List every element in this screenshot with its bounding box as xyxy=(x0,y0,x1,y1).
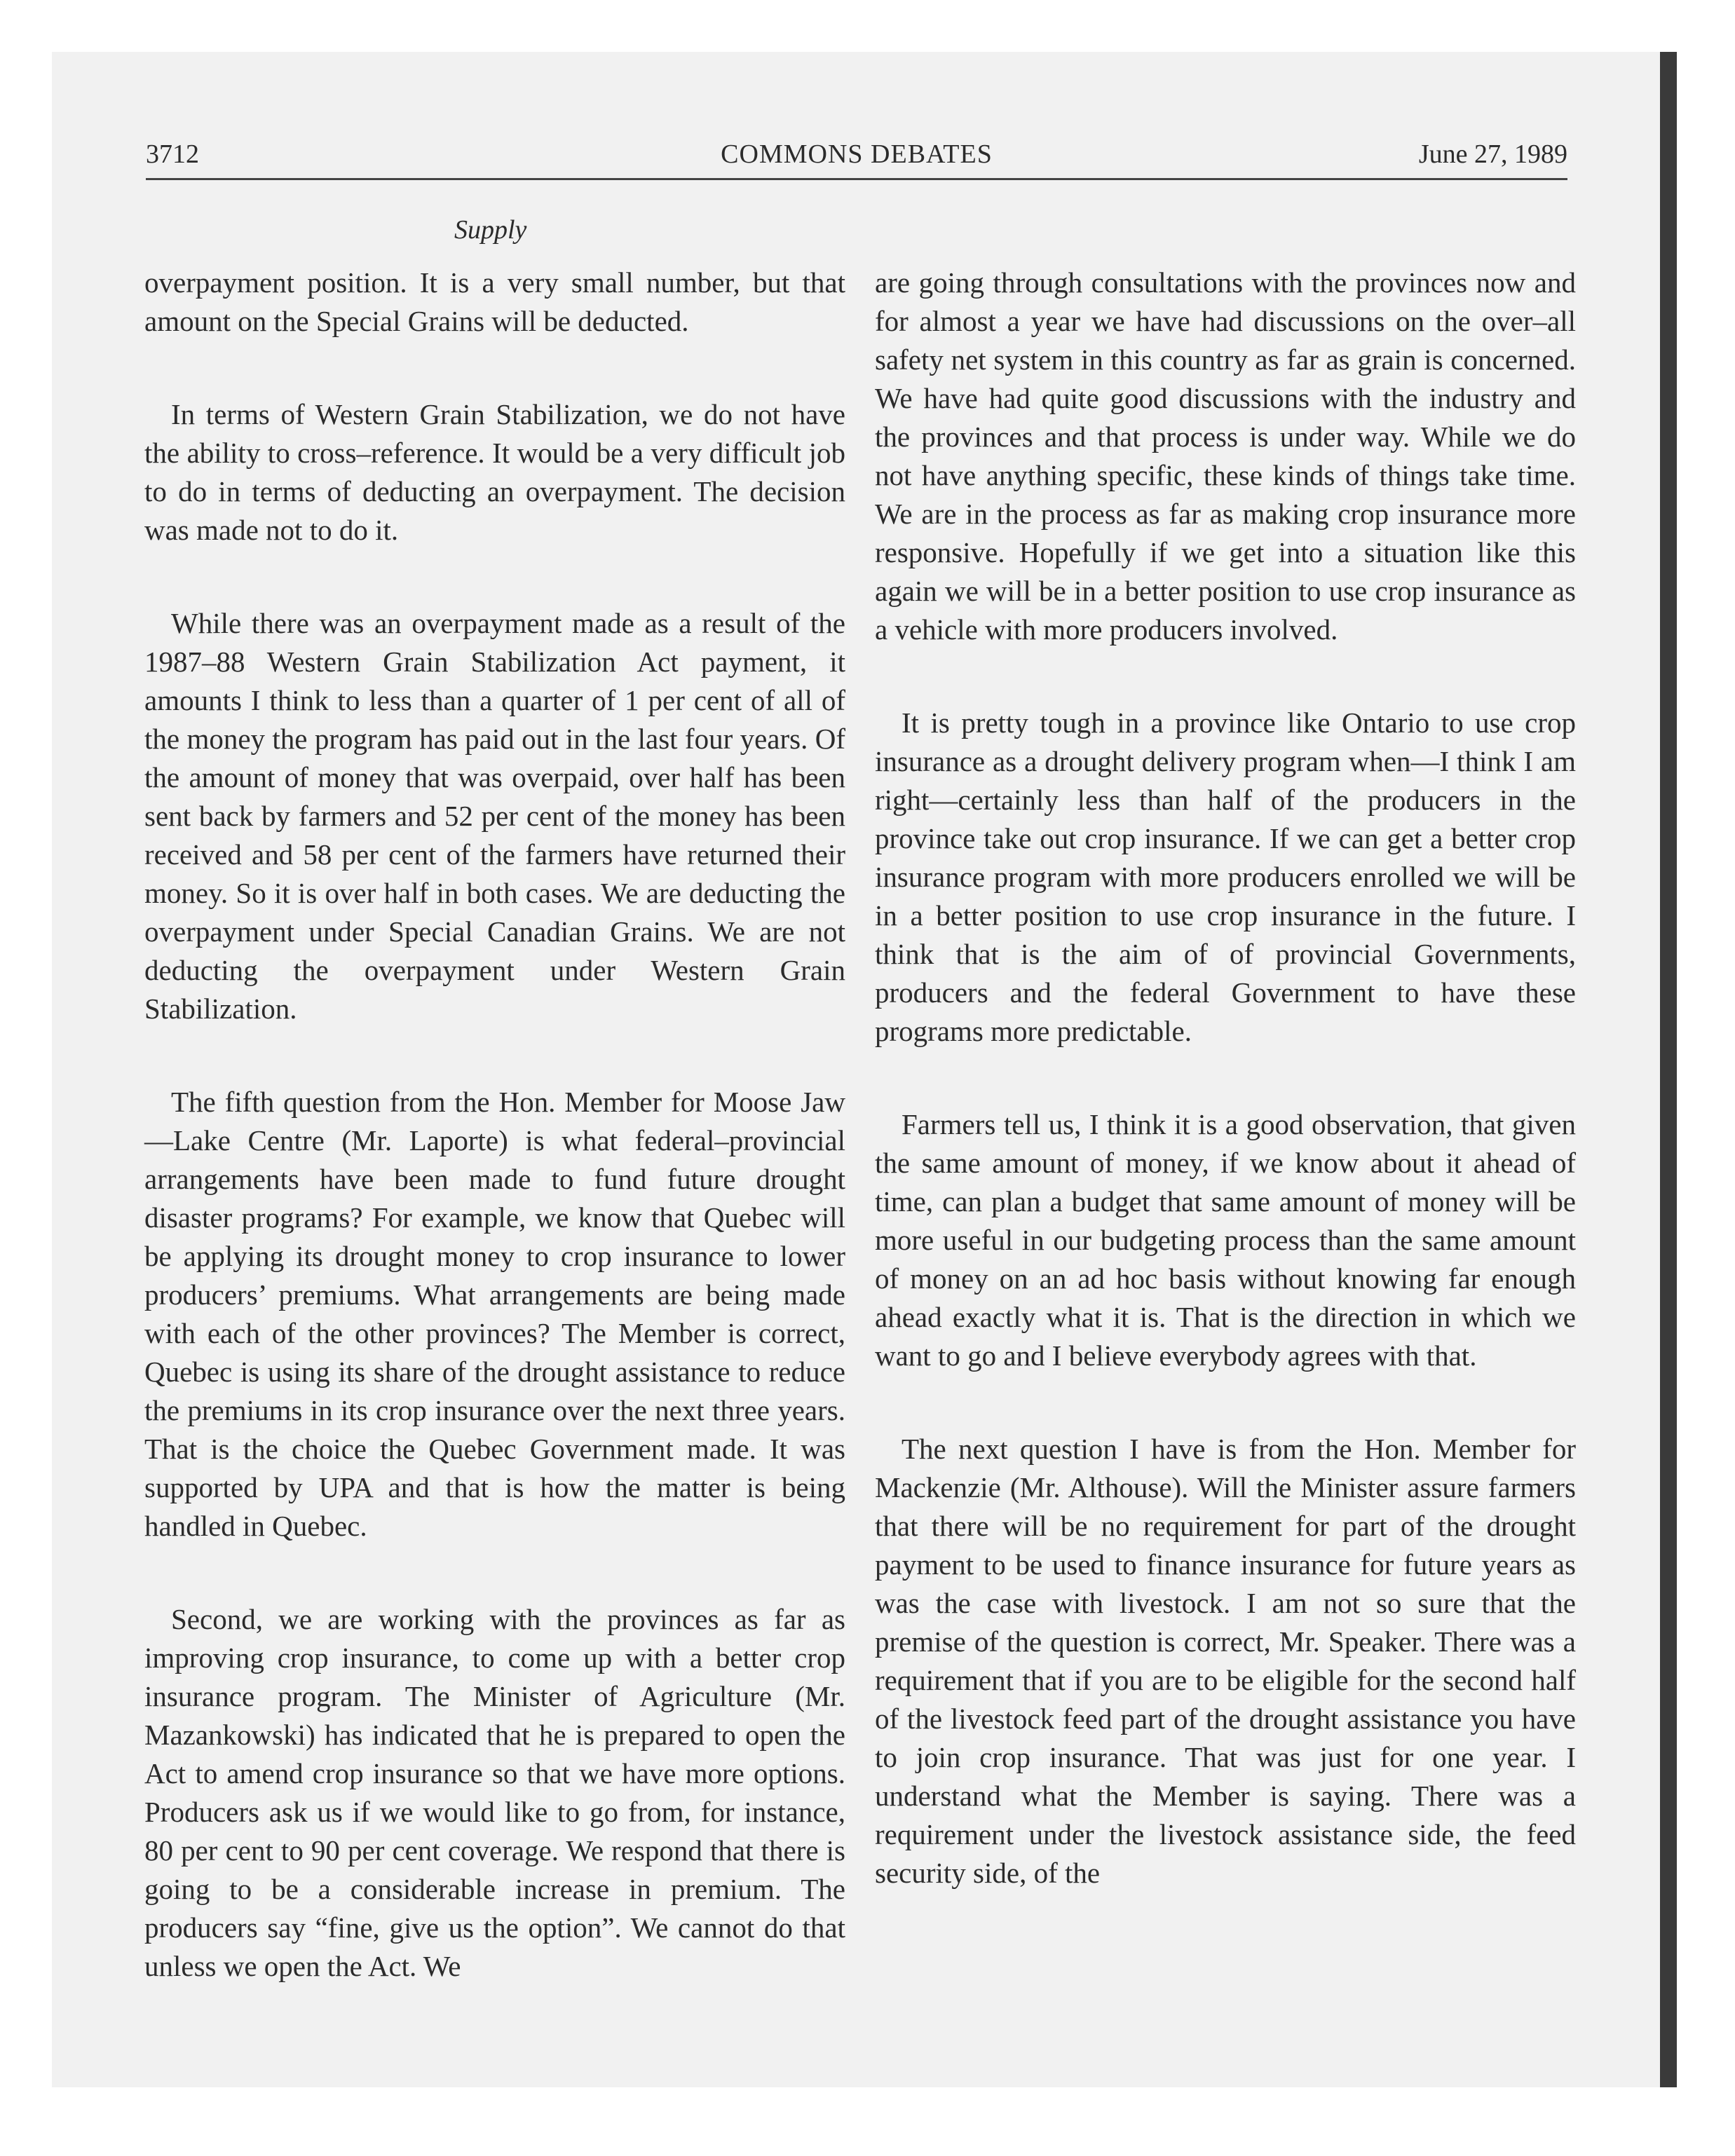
paragraph: The next question I have is from the Hon. Member for Mackenzie (Mr. Althouse). Will the Minister assure farmers that there will be no requirement for part of the drought payment to be used to finance insurance for future years as was the case with livestock. I am not so sure that the premise of the question is correct, Mr. Speaker. There was a requirement that if you are to be eligible for the second half of the livestock feed part of the drought assistance you have to join crop insurance. That was just for one year. I understand what the Member is saying. There was a requirement under the livestock assistance side, the feed security side, of the xyxy=(875,1433,1576,1889)
paragraph: overpayment position. It is a very small number, but that amount on the Special Grains will be deducted. xyxy=(144,266,845,337)
issue-date: June 27, 1989 xyxy=(1418,139,1567,169)
paragraph: are going through consultations with the provinces now and for almost a year we have had discussions on the over–all safety net system in this country as far as grain is concerned. We have had quite good discussions with the industry and the provinces and that process is under way. While we do not have anything specific, these kinds of things take time. We are in the process as far as making crop insurance more responsive. Hopefully if we get into a situation like this again we will be in a better position to use crop insurance as a vehicle with more producers involved. xyxy=(875,266,1576,646)
page-number: 3712 xyxy=(146,139,199,169)
page-header xyxy=(146,139,1567,178)
right-column xyxy=(875,264,1576,1947)
paragraph: The fifth question from the Hon. Member for Moose Jaw—Lake Centre (Mr. Laporte) is what federal–provincial arrangements have been made to fund future drought disaster programs? For example, we know that Quebec will be applying its drought money to crop insurance to lower producers’ premiums. What arrangements are being made with each of the other provinces? The Member is correct, Quebec is using its share of the drought assistance to reduce the premiums in its crop insurance over the next three years. That is the choice the Quebec Government made. It was supported by UPA and that is how the matter is being handled in Quebec. xyxy=(144,1086,845,1542)
left-column xyxy=(144,264,845,2040)
paragraph: While there was an overpayment made as a result of the 1987–88 Western Grain Stabilization Act payment, it amounts I think to less than a quarter of 1 per cent of all of the money the program has paid out in the last four years. Of the amount of money that was overpaid, over half has been sent back by farmers and 52 per cent of the money has been received and 58 per cent of the farmers have returned their money. So it is over half in both cases. We are deducting the overpayment under Special Canadian Grains. We are not deducting the overpayment under Western Grain Stabilization. xyxy=(144,607,845,1025)
paragraph: Second, we are working with the provinces as far as improving crop insurance, to come up with a better crop insurance program. The Minister of Agriculture (Mr. Mazankowski) has indicated that he is prepared to open the Act to amend crop insurance so that we have more options. Producers ask us if we would like to go from, for instance, 80 per cent to 90 per cent coverage. We respond that there is going to be a considerable increase in premium. The producers say “fine, give us the option”. We cannot do that unless we open the Act. We xyxy=(144,1603,845,1982)
section-label: Supply xyxy=(454,215,527,245)
header-rule xyxy=(146,178,1567,180)
paragraph: Farmers tell us, I think it is a good observation, that given the same amount of money, if we know about it ahead of time, can plan a budget that same amount of money will be more useful in our budgeting process than the same amount of money on an ad hoc basis without knowing far enough ahead exactly what it is. That is the direction in which we want to go and I believe everybody agrees with that. xyxy=(875,1108,1576,1372)
publication-title: COMMONS DEBATES xyxy=(721,139,993,169)
scan-edge-shadow xyxy=(1660,52,1677,2087)
paragraph: In terms of Western Grain Stabilization, we do not have the ability to cross–reference. It would be a very difficult job to do in terms of deducting an overpayment. The decision was made not to do it. xyxy=(144,398,845,546)
paragraph: It is pretty tough in a province like Ontario to use crop insurance as a drought delivery program when—I think I am right—certainly less than half of the producers in the province take out crop insurance. If we can get a better crop insurance program with more producers enrolled we will be in a better position to use crop insurance in the future. I think that is the aim of of provincial Governments, producers and the federal Government to have these programs more predictable. xyxy=(875,707,1576,1047)
